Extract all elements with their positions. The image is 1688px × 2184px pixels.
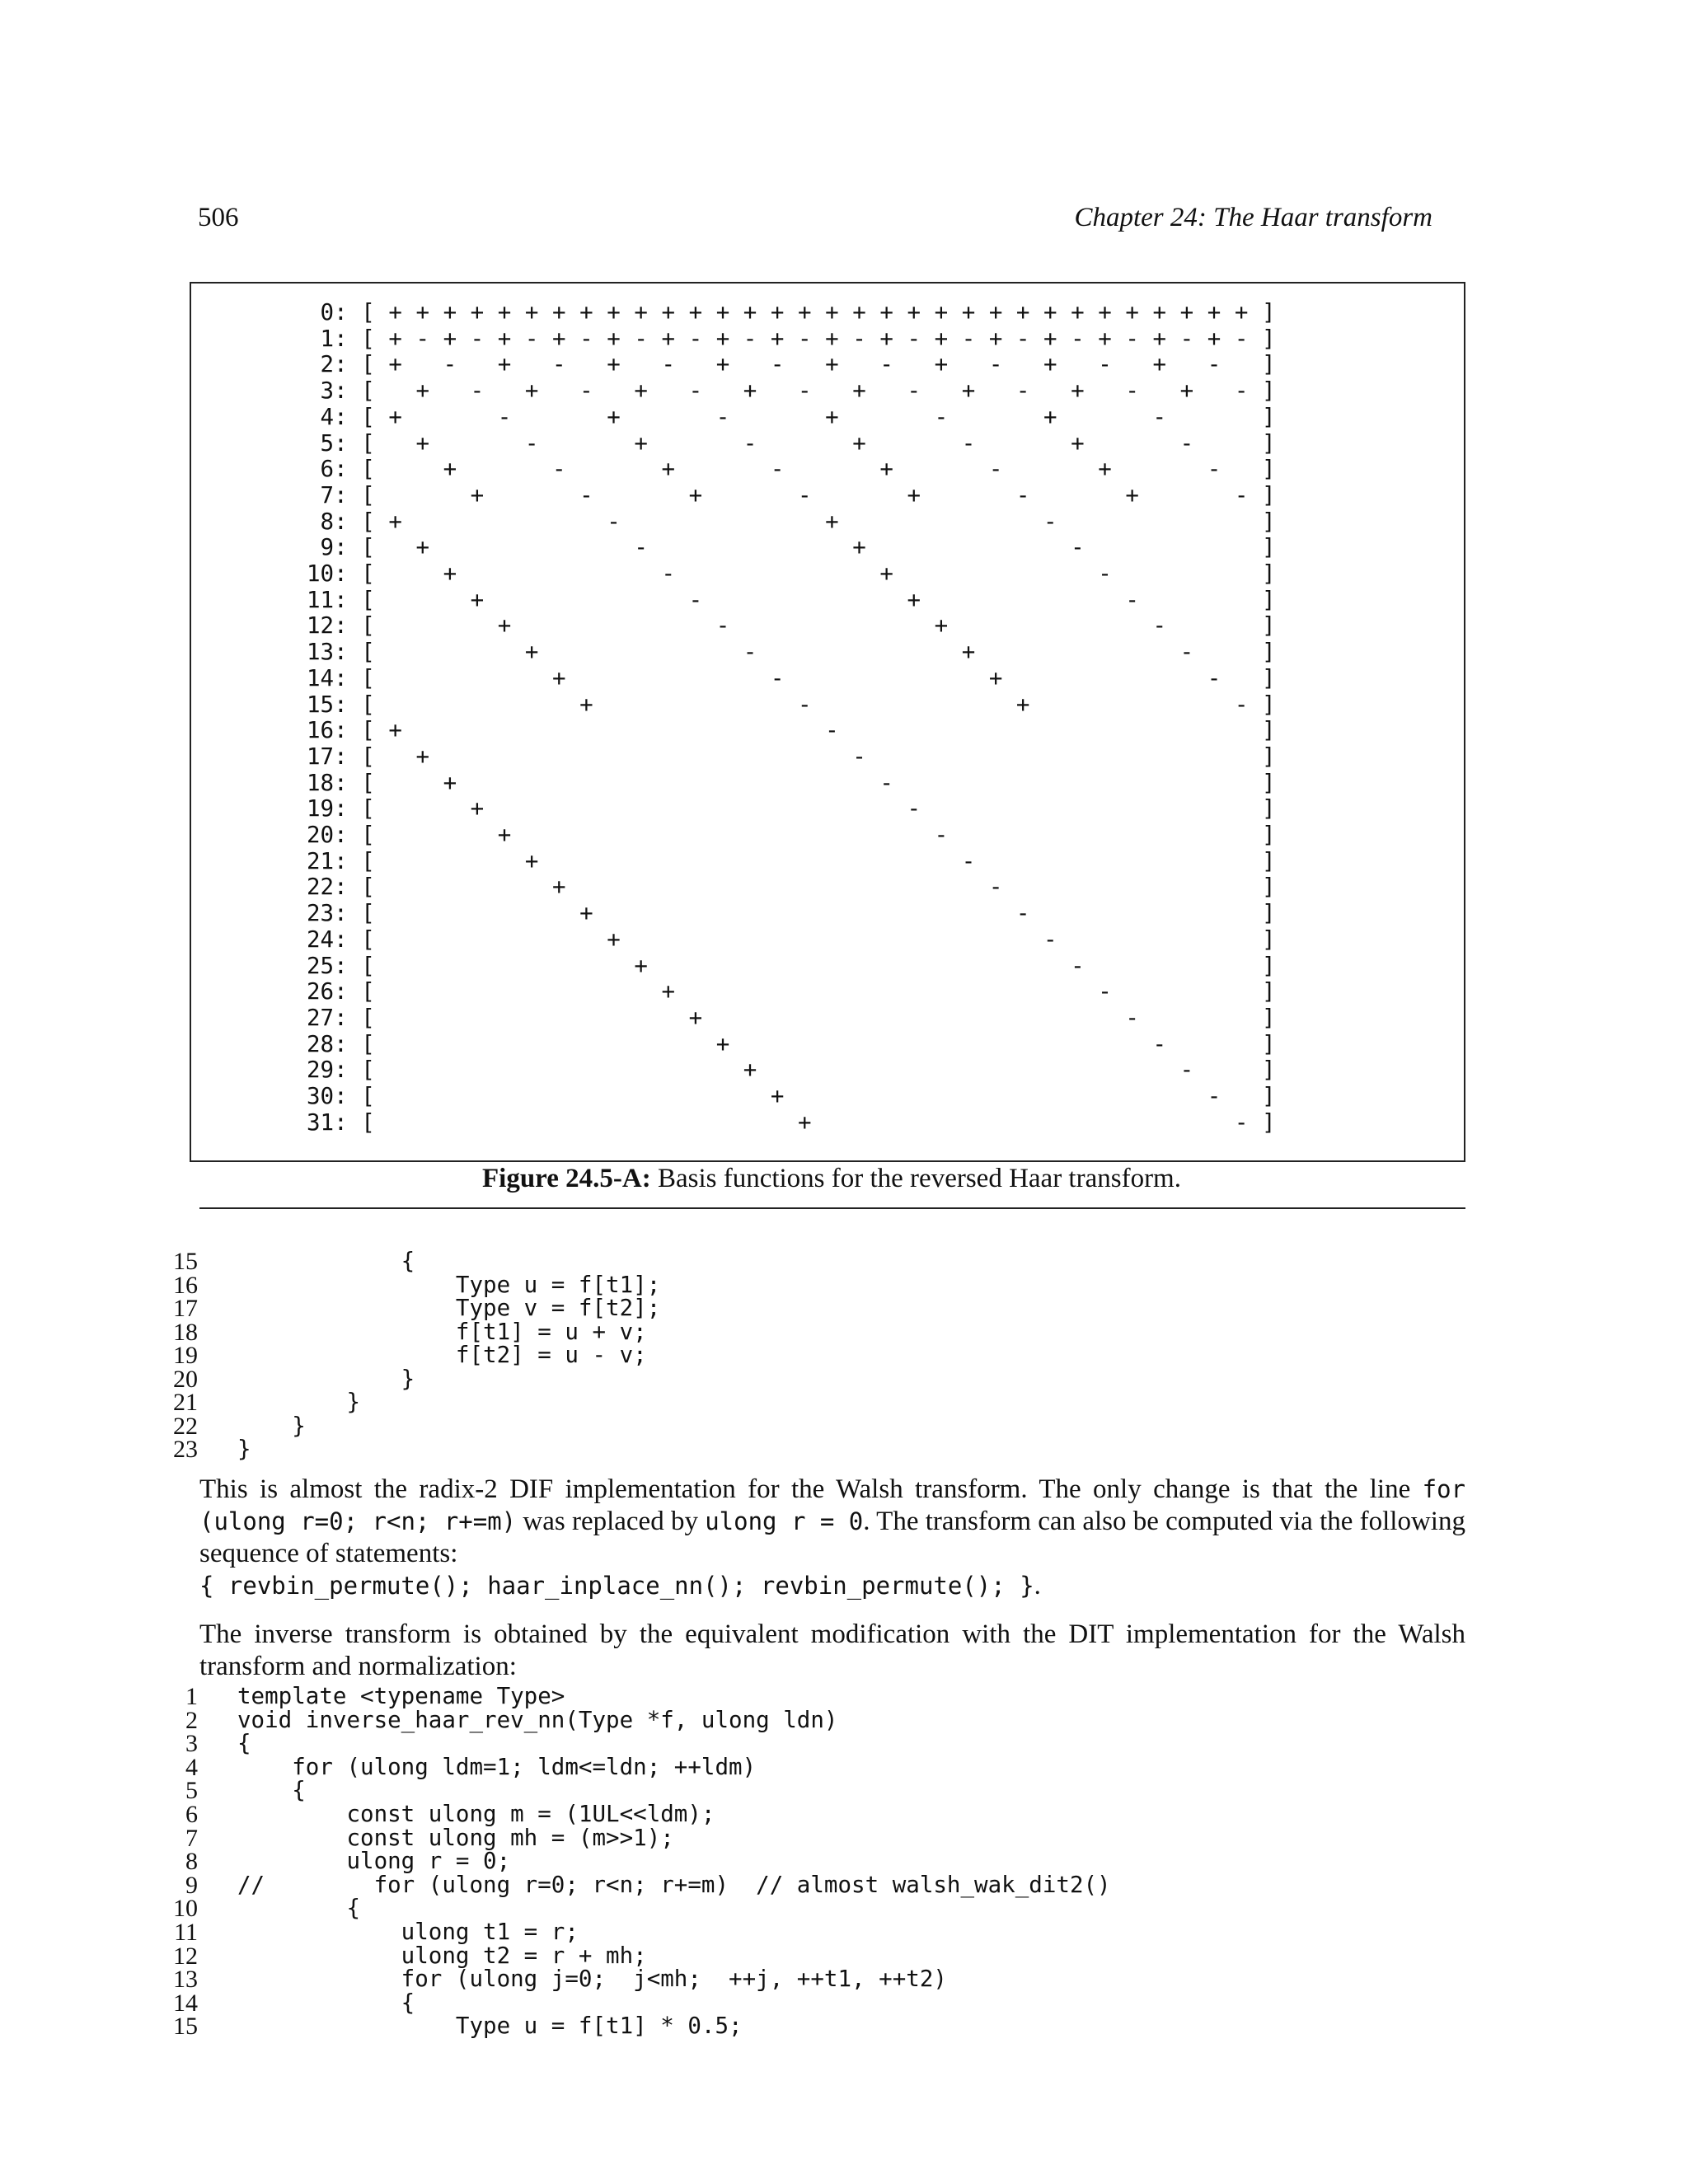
line-number: 3 (185, 1730, 198, 1758)
line-number: 19 (173, 1342, 198, 1369)
matrix-row: 22: [ + - ] (307, 874, 1276, 901)
code-listing-1 (0, 1248, 1688, 1462)
line-number: 22 (173, 1412, 198, 1440)
matrix-row: 12: [ + - + - ] (307, 612, 1276, 640)
line-number: 11 (174, 1919, 198, 1946)
code-line: { (237, 1248, 415, 1274)
code-line: const ulong m = (1UL<<ldm); (237, 1801, 715, 1827)
matrix-row: 15: [ + - + - ] (307, 691, 1276, 718)
line-number: 6 (185, 1801, 198, 1828)
line-number: 23 (173, 1436, 198, 1463)
line-number: 8 (185, 1848, 198, 1876)
matrix-row: 6: [ + - + - + - + - ] (307, 456, 1276, 483)
line-number: 18 (173, 1318, 198, 1346)
code-line: Type u = f[t1]; (237, 1271, 661, 1298)
matrix-row: 8: [ + - + - ] (307, 508, 1276, 535)
code-listing-2 (0, 1683, 1688, 2054)
matrix-row: 0: [ + + + + + + + + + + + + + + + + + + + + + + + + + + + + + + + + ] (307, 299, 1276, 326)
line-number: 1 (185, 1683, 198, 1710)
line-number: 17 (173, 1295, 198, 1322)
para1-text-4: . (1034, 1571, 1041, 1601)
matrix-row: 4: [ + - + - + - + - ] (307, 403, 1276, 430)
page-number: 506 (198, 203, 239, 232)
figure-box (190, 282, 1465, 1162)
para1-code-3: { revbin_permute(); haar_inplace_nn(); revbin_permute(); } (199, 1572, 1034, 1600)
code-line: const ulong mh = (m>>1); (237, 1824, 674, 1851)
matrix-row: 9: [ + - + - ] (307, 534, 1276, 561)
matrix-row: 27: [ + - ] (307, 1004, 1276, 1031)
matrix-row: 19: [ + - ] (307, 795, 1276, 823)
line-number: 5 (185, 1777, 198, 1805)
line-number: 20 (173, 1365, 198, 1393)
code-line: for (ulong j=0; j<mh; ++j, ++t1, ++t2) (237, 1966, 947, 1993)
code-line: ulong t2 = r + mh; (237, 1942, 647, 1969)
line-number: 15 (173, 2013, 198, 2041)
code-line: void inverse_haar_rev_nn(Type *f, ulong ldn) (237, 1706, 838, 1733)
line-number: 10 (173, 1895, 198, 1923)
matrix-row: 28: [ + - ] (307, 1030, 1276, 1057)
matrix-row: 29: [ + - ] (307, 1057, 1276, 1084)
line-number: 7 (185, 1824, 198, 1852)
matrix-row: 7: [ + - + - + - + - ] (307, 481, 1276, 509)
figure-caption-text: Basis functions for the reversed Haar transform. (650, 1164, 1181, 1193)
line-number: 13 (173, 1966, 198, 1994)
code-line: ulong r = 0; (237, 1848, 511, 1875)
running-head: Chapter 24: The Haar transform (1074, 203, 1432, 232)
matrix-row: 17: [ + - ] (307, 743, 1276, 770)
code-line: { (237, 1895, 361, 1922)
basis-matrix (307, 300, 1276, 1137)
matrix-row: 10: [ + - + - ] (307, 560, 1276, 588)
code-line: ulong t1 = r; (237, 1919, 579, 1945)
code-line: { (237, 1777, 306, 1804)
matrix-row: 25: [ + - ] (307, 952, 1276, 979)
code-line: } (237, 1389, 361, 1415)
line-number: 14 (173, 1989, 198, 2017)
line-number: 4 (185, 1753, 198, 1781)
matrix-row: 31: [ + - ] (307, 1108, 1276, 1136)
code-line: } (237, 1436, 251, 1462)
matrix-row: 14: [ + - + - ] (307, 664, 1276, 691)
line-number: 2 (185, 1706, 198, 1734)
matrix-row: 23: [ + - ] (307, 900, 1276, 927)
matrix-row: 24: [ + - ] (307, 926, 1276, 953)
matrix-row: 16: [ + - ] (307, 717, 1276, 744)
line-number: 15 (173, 1248, 198, 1275)
matrix-row: 30: [ + - ] (307, 1083, 1276, 1110)
matrix-row: 13: [ + - + - ] (307, 639, 1276, 666)
para1-text-3: . The transform can also be computed via the following sequence of statements: (199, 1507, 1465, 1568)
matrix-row: 26: [ + - ] (307, 978, 1276, 1005)
code-line: Type v = f[t2]; (237, 1295, 661, 1321)
code-line: } (237, 1365, 415, 1392)
para1-code-2: ulong r = 0 (705, 1507, 864, 1535)
code-line: for (ulong ldm=1; ldm<=ldn; ++ldm) (237, 1753, 757, 1780)
matrix-row: 21: [ + - ] (307, 847, 1276, 874)
figure-caption (0, 1164, 1663, 1194)
matrix-row: 18: [ + - ] (307, 769, 1276, 796)
code-line: f[t1] = u + v; (237, 1318, 647, 1345)
code-line: template <typename Type> (237, 1683, 565, 1709)
line-number: 16 (173, 1271, 198, 1299)
matrix-row: 11: [ + - + - ] (307, 586, 1276, 613)
code-line: { (237, 1730, 251, 1757)
line-number: 9 (185, 1871, 198, 1899)
code-line: } (237, 1412, 306, 1439)
matrix-row: 5: [ + - + - + - + - ] (307, 429, 1276, 457)
line-number: 21 (173, 1389, 198, 1416)
code-line: // for (ulong r=0; r<n; r+=m) // almost walsh_wak_dit2() (237, 1871, 1111, 1898)
para1-code-1: for (ulong r=0; r<n; r+=m) (199, 1475, 1465, 1535)
matrix-row: 1: [ + - + - + - + - + - + - + - + - + - + - + - + - + - + - + - + - ] (307, 325, 1276, 352)
paragraph-2: The inverse transform is obtained by the equivalent modification with the DIT implementation for the Walsh transform and normalization: (199, 1619, 1465, 1681)
matrix-row: 3: [ + - + - + - + - + - + - + - + - ] (307, 377, 1276, 405)
figure-caption-label: Figure 24.5-A: (482, 1164, 651, 1193)
line-number: 12 (173, 1942, 198, 1970)
paragraph-1 (199, 1474, 1465, 1602)
code-line: { (237, 1989, 415, 2016)
caption-rule (199, 1207, 1465, 1209)
code-line: Type u = f[t1] * 0.5; (237, 2013, 743, 2040)
matrix-row: 20: [ + - ] (307, 822, 1276, 849)
para1-text-1: This is almost the radix-2 DIF implementation for the Walsh transform. The only change is that the line (199, 1474, 1423, 1504)
matrix-row: 2: [ + - + - + - + - + - + - + - + - ] (307, 351, 1276, 378)
para1-text-2: was replaced by (516, 1507, 706, 1536)
code-line: f[t2] = u - v; (237, 1342, 647, 1368)
